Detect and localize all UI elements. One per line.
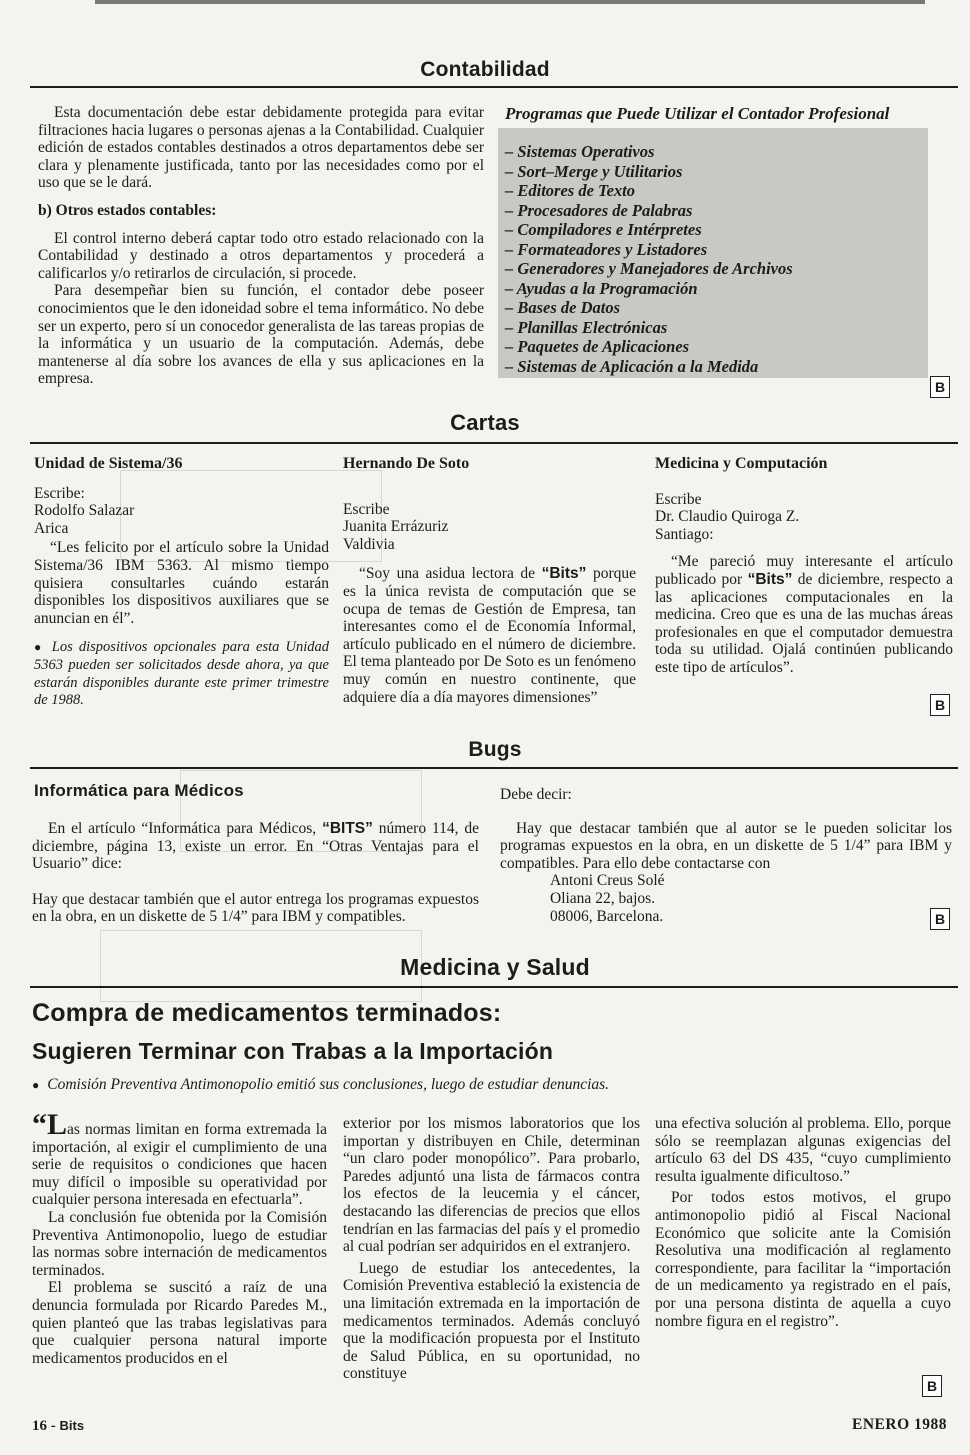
letter-2-name-1: Juanita Errázuriz [343,518,449,536]
section-heading-cartas: Cartas [450,410,520,435]
header-rule [30,86,958,88]
program-item: – Compiladores e Intérpretes [505,220,702,239]
letter-2-name-2: Valdivia [343,535,395,553]
contabilidad-para-2: El control interno deberá captar todo otro estado relacionado con la Contabilidad y destinado a otros departamentos y procederá a calificarlos y/o retirarlos de circulación, si procede. [38,229,484,282]
address-line: Antoni Creus Solé [550,872,665,890]
letter-3-place: Santiago: [655,525,714,543]
section-heading-medicina: Medicina y Salud [400,954,590,980]
letter-2 [343,455,636,706]
bullet-icon [34,639,52,655]
letter-1-writes: Escribe: [34,484,85,502]
program-item: – Editores de Texto [505,181,636,200]
bugs-para-1 [32,820,479,873]
letter-1 [34,455,329,710]
letter-3-bits: “Bits” [747,570,793,588]
bugs-rule [30,767,958,769]
contabilidad-column [38,104,484,388]
medicina-column-1 [32,1108,327,1367]
bugs-debe-decir: Debe decir: [500,786,572,803]
page-number: 16 [32,1418,47,1434]
bugs-address [550,872,952,925]
deck-text: Comisión Preventiva Antimonopolio emitió sus conclusiones, luego de estudiar denuncias. [47,1076,610,1093]
medicina-col2-p1: exterior por los mismos laboratorios que los importan y distribuyen en Chile, determinan “un claro poder monopólico”. Para probarlo, Paredes adjuntó una lista de fármacos contra los efectos de la leucemia y el cáncer, destacando las diferencias de precios que ellos tendrían en las farmacias del país y el promedio al cual podrían ser adquiridos en el extranjero. [343,1115,640,1256]
letter-1-reply [34,639,329,709]
program-item: – Paquetes de Aplicaciones [505,337,690,356]
program-item: – Generadores y Manejadores de Archivos [505,259,793,278]
programs-list [505,142,925,376]
letter-1-name: Rodolfo Salazar [34,502,135,520]
letter-2-body-start: “Soy una asidua lectora de [359,565,542,583]
magazine-name: Bits [59,1418,85,1433]
end-mark-bugs: B [930,908,950,930]
letter-2-body-end: porque es la única revista de computación que se ocupa de temas de Gestión de Empresa, tan interesantes como el de Economía Informal, artículo publicado en el número de diciembre. El tema planteado por De Soto es un fenómeno muy común en nuestro continente, que adquiere día a día mayores dimensiones” [343,565,636,706]
medicina-rule [30,986,958,988]
section-heading-contabilidad: Contabilidad [420,58,550,81]
contabilidad-para-3: Para desempeñar bien su función, el contador debe poseer conocimientos que le den idoneidad sobre el tema informático. No debe ser un experto, pero sí un conocedor generalista de las tareas propias de la informática y un usuario de la computación. Además, debe mantenerse al día sobre los avances de ella y sus aplicaciones en la empresa. [38,282,484,388]
end-mark-medicina: B [922,1375,942,1397]
bugs-title: Informática para Médicos [34,781,244,800]
programs-title: Programas que Puede Utilizar el Contador Profesional [505,104,890,123]
scan-edge [95,0,925,4]
letter-1-place: Arica [34,519,69,537]
footer-page [32,1418,84,1435]
bugs-left-column [32,820,479,926]
medicina-col1-p1 [32,1108,327,1209]
bullet-icon [32,1076,47,1093]
letter-3-title: Medicina y Computación [655,455,828,472]
medicina-col2-p2: Luego de estudiar los antecedentes, la Comisión Preventiva estableció la existencia de una limitación extremada en la importación de medicamentos terminados. Además concluyó que la modificación propuesta por el Instituto de Salud Pública, en su oportunidad, no constituye [343,1259,640,1383]
medicina-column-3 [655,1115,951,1330]
letter-3-body-start: “Me pareció muy interesante el artículo publicado por [655,553,953,588]
address-line: Oliana 22, bajos. [550,889,656,907]
letter-1-body: “Les felicito por el artículo sobre la Unidad Sistema/36 IBM 5363. Al mismo tiempo quisiera consultarles cuándo estarán disponibles los dispositivos auxiliares que se anuncian en él”. [34,539,329,627]
footer-date: ENERO 1988 [852,1416,947,1433]
letter-3 [655,455,953,677]
bugs-para-2: Hay que destacar también que el autor entrega los programas expuestos en la obra, en un diskette de 5 1/4” para IBM y compatibles. [32,890,479,926]
contabilidad-para-1: Esta documentación debe estar debidamente protegida para evitar filtraciones hacia lugares o personas ajenas a la Contabilidad. Cualquier edición de estados contables destinados a otros departamentos debe ser clara y plenamente justificada, tanto por las necesidades como por el uso que se le dará. [38,104,484,192]
medicina-col1-p1-text: as normas limitan en forma extremada la importación, al exigir el cumplimiento de una serie de requisitos o condiciones que hacen muy difícil o imposible su operatividad por cualquier persona interesada en efectuarla”. [32,1121,327,1209]
deck [32,1076,609,1094]
program-item: – Planillas Electrónicas [505,317,668,337]
medicina-col1-p3: El problema se suscitó a raíz de una denuncia formulada por Ricardo Paredes M., quien planteó que las trabas legislativas para que cualquier persona natural importe medicamentos producidos en el [32,1279,327,1367]
end-mark-contabilidad: B [930,376,950,398]
program-item: – Procesadores de Palabras [505,200,693,220]
end-mark-cartas: B [930,694,950,716]
bugs-bits: “BITS” [322,820,373,837]
program-item: – Sistemas Operativos [505,142,655,161]
program-item: – Bases de Datos [505,298,621,317]
letter-2-body [343,565,636,706]
medicina-col1-p2: La conclusión fue obtenida por la Comisión Preventiva Antimonopolio, luego de estudiar las normas sobre internación de medicamentos terminados. [32,1208,327,1279]
bugs-para-1-start: En el artículo “Informática para Médicos, [48,820,323,837]
program-item: – Sistemas de Aplicación a la Medida [505,356,759,376]
bugs-para-1-end: número 114, de diciembre, página 13, existe un error. En “Otras Ventajas para el Usuario” dice: [32,820,480,873]
letter-3-body [655,553,953,676]
letter-1-reply-text: Los dispositivos opcionales para esta Unidad 5363 pueden ser solicitados desde ahora, ya que estarán disponibles durante este primer trimestre de 1988. [34,639,330,709]
program-item: – Sort–Merge y Utilitarios [505,161,683,181]
contabilidad-subhead: b) Otros estados contables: [38,201,217,219]
headline-2: Sugieren Terminar con Trabas a la Importación [32,1038,554,1064]
letter-1-title: Unidad de Sistema/36 [34,455,183,472]
program-item: – Ayudas a la Programación [505,278,698,298]
letter-2-writes: Escribe [343,500,390,518]
medicina-col3-p1: una efectiva solución al problema. Ello, porque sólo se reemplazan algunas exigencias del artículo 63 del DS 435, “cuyo cumplimiento resulta igualmente dificultoso.” [655,1115,951,1185]
program-item: – Formateadores y Listadores [505,239,708,259]
letter-3-writes: Escribe [655,490,702,508]
letter-2-title: Hernando De Soto [343,455,470,472]
dropcap: “L [32,1108,68,1141]
bugs-right-column [500,786,952,925]
medicina-col3-p2: Por todos estos motivos, el grupo antimonopolio pidió al Fiscal Nacional Económico que solicite ante la Comisión Resolutiva una modificación al reglamento correspondiente, para facilitar la “importación de un medicamento ya registrado en el país, por una persona distinta de aquella a cuyo nombre figura en el registro”. [655,1189,951,1330]
section-heading-bugs: Bugs [468,738,522,761]
footer-separator: - [50,1418,60,1434]
cartas-rule [30,442,958,444]
letter-2-bits: “Bits” [541,565,587,583]
letter-3-body-end: de diciembre, respecto a las aplicaciones computacionales en la medicina. Creo que es una de las muchas áreas profesionales en que el computador demuestra toda su utilidad. Ojalá continúen publicando este tipo de artículos”. [655,570,953,676]
headline-1: Compra de medicamentos terminados: [32,999,502,1027]
letter-3-name: Dr. Claudio Quiroga Z. [655,508,800,526]
medicina-column-2 [343,1115,640,1383]
address-line: 08006, Barcelona. [550,907,664,925]
bugs-para-3: Hay que destacar también que al autor se le pueden solicitar los programas expuestos en la obra, en un diskette de 5 1/4” para IBM y compatibles. Para ello debe contactarse con [500,819,952,872]
